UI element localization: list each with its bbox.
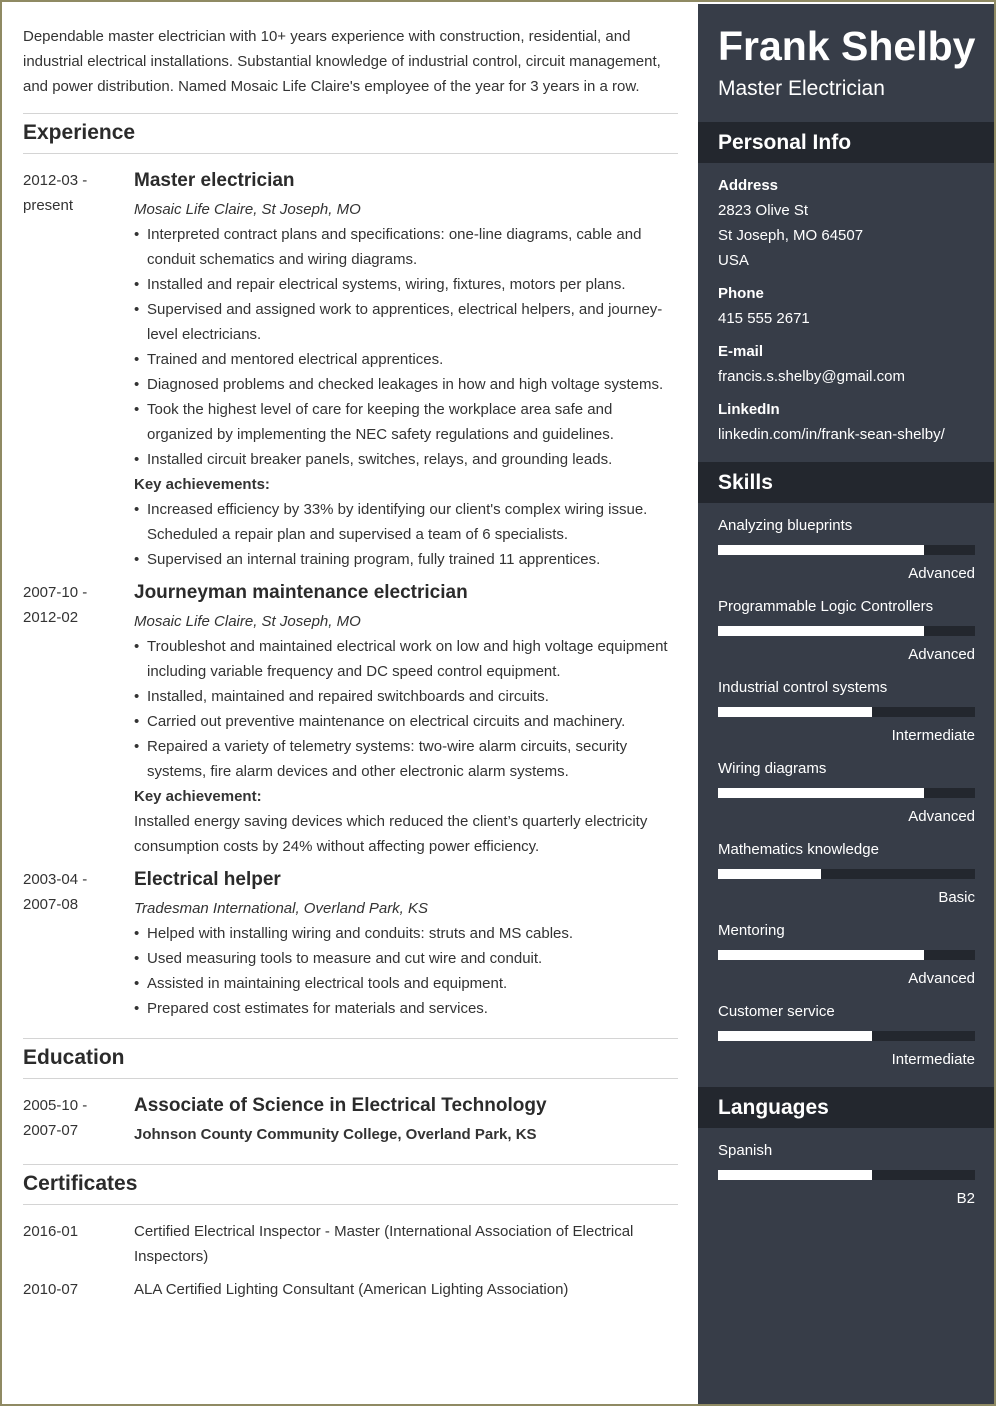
job-achievements — [134, 497, 678, 572]
skill-level-bar — [718, 869, 975, 879]
achievement-label: Key achievement: — [134, 788, 262, 805]
skill-name: Mentoring — [718, 922, 785, 939]
skill-level-label: Advanced — [908, 970, 975, 987]
linkedin-value: linkedin.com/in/frank-sean-shelby/ — [718, 426, 945, 443]
skill-name: Programmable Logic Controllers — [718, 598, 934, 615]
skill-item — [718, 513, 975, 594]
list-item: • Used measuring tools to measure and cut wire and conduit. — [134, 946, 678, 971]
candidate-name: Frank Shelby — [718, 23, 976, 69]
list-item: • Carried out preventive maintenance on electrical circuits and machinery. — [134, 709, 678, 734]
skill-level-label: Intermediate — [891, 1051, 975, 1068]
skill-name: Mathematics knowledge — [718, 841, 879, 858]
personal-info-heading: Personal Info — [698, 122, 995, 163]
certificate-entry — [23, 1277, 678, 1302]
list-item: • Installed and repair electrical systems, wiring, fixtures, motors per plans. — [134, 272, 678, 297]
skill-level-fill — [718, 788, 924, 798]
skill-level-bar — [718, 545, 975, 555]
skill-level-bar — [718, 626, 975, 636]
skill-item — [718, 999, 975, 1080]
job-dates: 2012-03 - present — [23, 172, 88, 214]
address-label: Address — [718, 177, 779, 194]
linkedin-label: LinkedIn — [718, 401, 780, 418]
list-item: • Supervised an internal training program, fully trained 11 apprentices. — [134, 547, 678, 572]
skill-level-bar — [718, 950, 975, 960]
job-title: Electrical helper — [134, 869, 281, 890]
languages-list — [718, 1138, 975, 1219]
education-dates: 2005-10 - 2007-07 — [23, 1097, 88, 1139]
skill-item — [718, 756, 975, 837]
job-dates: 2007-10 - 2012-02 — [23, 584, 88, 626]
language-level-label: B2 — [956, 1190, 975, 1207]
school-name: Johnson County Community College, Overland Park, KS — [134, 1126, 537, 1143]
education-heading: Education — [23, 1038, 678, 1079]
address-line: St Joseph, MO 64507 — [718, 227, 864, 244]
list-item: • Repaired a variety of telemetry systems: two-wire alarm circuits, security systems, fire alarm devices and other electronic alarm systems. — [134, 734, 678, 784]
skill-level-fill — [718, 1031, 872, 1041]
certificate-date: 2016-01 — [23, 1223, 79, 1240]
education-entry — [23, 1093, 678, 1147]
skill-level-bar — [718, 707, 975, 717]
job-duties — [134, 921, 678, 1021]
main-column — [23, 24, 678, 1310]
job-entry — [23, 580, 678, 859]
achievement-text: Installed energy saving devices which reduced the client’s quarterly electricity consumption costs by 24% without affecting power efficiency. — [134, 813, 648, 855]
certificate-text: Certified Electrical Inspector - Master (International Association of Electrical Inspectors) — [134, 1223, 634, 1265]
skills-heading: Skills — [698, 462, 995, 503]
job-employer: Tradesman International, Overland Park, KS — [134, 900, 429, 917]
summary: Dependable master electrician with 10+ years experience with construction, residential, and industrial electrical installations. Substantial knowledge of industrial control, circuit management, and power distribution. Named Mosaic Life Claire's employee of the year for 3 years in a row. — [23, 28, 661, 95]
skill-name: Industrial control systems — [718, 679, 888, 696]
skill-level-label: Advanced — [908, 808, 975, 825]
list-item: • Troubleshot and maintained electrical work on low and high voltage equipment including variable frequency and DC speed control equipment. — [134, 634, 678, 684]
skill-level-label: Advanced — [908, 565, 975, 582]
list-item: • Supervised and assigned work to apprentices, electrical helpers, and journey-level electricians. — [134, 297, 678, 347]
list-item: • Increased efficiency by 33% by identifying our client's complex wiring issue. Scheduled a repair plan and supervised a team of 6 specialists. — [134, 497, 678, 547]
skills-list — [718, 513, 975, 1080]
list-item: • Prepared cost estimates for materials and services. — [134, 996, 678, 1021]
skill-level-fill — [718, 869, 821, 879]
list-item: • Installed, maintained and repaired switchboards and circuits. — [134, 684, 678, 709]
certificates-heading: Certificates — [23, 1164, 678, 1205]
language-name: Spanish — [718, 1142, 773, 1159]
skill-level-bar — [718, 788, 975, 798]
address-line: 2823 Olive St — [718, 202, 809, 219]
skill-level-bar — [718, 1031, 975, 1041]
certificate-text: ALA Certified Lighting Consultant (American Lighting Association) — [134, 1281, 569, 1298]
sidebar — [698, 4, 995, 1406]
job-title: Master electrician — [134, 170, 295, 191]
email-value: francis.s.shelby@gmail.com — [718, 368, 905, 385]
personal-info — [718, 173, 975, 447]
phone-label: Phone — [718, 285, 764, 302]
skill-level-fill — [718, 707, 872, 717]
address-line: USA — [718, 252, 749, 269]
skill-item — [718, 918, 975, 999]
job-duties — [134, 634, 678, 784]
skill-name: Customer service — [718, 1003, 835, 1020]
job-entry — [23, 168, 678, 572]
job-employer: Mosaic Life Claire, St Joseph, MO — [134, 201, 361, 218]
skill-level-label: Advanced — [908, 646, 975, 663]
skill-level-fill — [718, 950, 924, 960]
list-item: • Assisted in maintaining electrical tools and equipment. — [134, 971, 678, 996]
experience-heading: Experience — [23, 113, 678, 154]
job-dates: 2003-04 - 2007-08 — [23, 871, 88, 913]
skill-level-fill — [718, 626, 924, 636]
skill-item — [718, 837, 975, 918]
job-employer: Mosaic Life Claire, St Joseph, MO — [134, 613, 361, 630]
skill-item — [718, 594, 975, 675]
list-item: • Diagnosed problems and checked leakages in how and high voltage systems. — [134, 372, 678, 397]
phone-value: 415 555 2671 — [718, 310, 810, 327]
certificate-entry — [23, 1219, 678, 1269]
skill-item — [718, 675, 975, 756]
certificate-date: 2010-07 — [23, 1281, 79, 1298]
skill-name: Analyzing blueprints — [718, 517, 853, 534]
email-label: E-mail — [718, 343, 764, 360]
list-item: • Helped with installing wiring and conduits: struts and MS cables. — [134, 921, 678, 946]
job-title: Journeyman maintenance electrician — [134, 582, 468, 603]
language-level-fill — [718, 1170, 872, 1180]
list-item: • Trained and mentored electrical apprentices. — [134, 347, 678, 372]
job-entry — [23, 867, 678, 1021]
list-item: • Installed circuit breaker panels, switches, relays, and grounding leads. — [134, 447, 678, 472]
skill-level-fill — [718, 545, 924, 555]
degree-title: Associate of Science in Electrical Technology — [134, 1095, 547, 1116]
skill-level-label: Basic — [938, 889, 975, 906]
language-item — [718, 1138, 975, 1219]
candidate-role: Master Electrician — [718, 77, 885, 100]
job-duties — [134, 222, 678, 472]
skill-name: Wiring diagrams — [718, 760, 827, 777]
skill-level-label: Intermediate — [891, 727, 975, 744]
languages-heading: Languages — [698, 1087, 995, 1128]
list-item: • Took the highest level of care for keeping the workplace area safe and organized by implementing the NEC safety regulations and guidelines. — [134, 397, 678, 447]
achievements-label: Key achievements: — [134, 476, 270, 493]
list-item: • Interpreted contract plans and specifications: one-line diagrams, cable and conduit schematics and wiring diagrams. — [134, 222, 678, 272]
language-level-bar — [718, 1170, 975, 1180]
